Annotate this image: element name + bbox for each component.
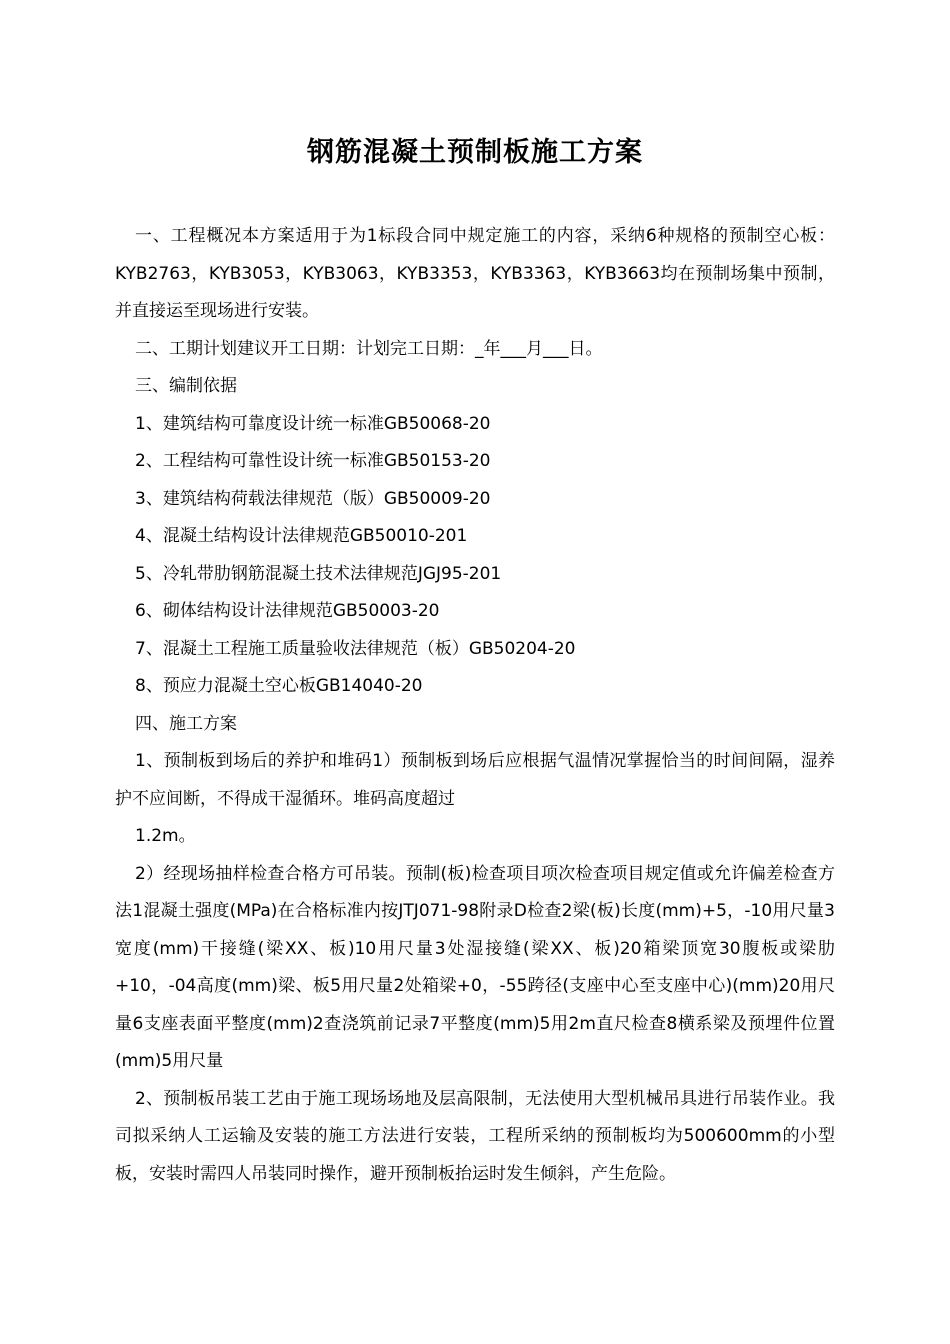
- basis-item-6: 6、砌体结构设计法律规范GB50003-20: [135, 601, 440, 621]
- basis-item-3: 3、建筑结构荷载法律规范（版）GB50009-20: [135, 488, 491, 509]
- plan-hoisting-paragraph: 2、预制板吊装工艺由于施工现场场地及层高限制，无法使用大型机械吊具进行吊装作业。我司拟采纳人工运输及安装的施工方法进行安装，工程所采纳的预制板均为500600mm的小型板，安装时需四人吊装同时操作，避开预制板抬运时发生倾斜，产生危险。: [115, 1088, 835, 1184]
- basis-item-2: 2、工程结构可靠性设计统一标准GB50153-20: [135, 451, 491, 471]
- document-body: [115, 218, 835, 1193]
- basis-item-1: 1、建筑结构可靠度设计统一标准GB50068-20: [135, 413, 491, 434]
- basis-item-8: 8、预应力混凝土空心板GB14040-20: [135, 676, 423, 696]
- section-basis-heading: 三、编制依据: [135, 376, 237, 396]
- section-overview-paragraph: 一、工程概况本方案适用于为1标段合同中规定施工的内容，采纳6种规格的预制空心板：KYB2763，KYB3053，KYB3063，KYB3353，KYB3363，KYB3663均在预制场集中预制，并直接运至现场进行安装。: [115, 226, 835, 321]
- basis-item-7: 7、混凝土工程施工质量验收法律规范（板）GB50204-20: [135, 638, 576, 659]
- section-schedule-paragraph: 二、工期计划建议开工日期：计划完工日期：_年___月___日。: [135, 338, 603, 359]
- basis-item-5: 5、冷轧带肋钢筋混凝土技术法律规范JGJ95-201: [135, 563, 502, 584]
- plan-curing-paragraph: 1、预制板到场后的养护和堆码1）预制板到场后应根据气温情况掌握恰当的时间间隔，湿养护不应间断，不得成干湿循环。堆码高度超过: [115, 751, 835, 809]
- basis-item-4: 4、混凝土结构设计法律规范GB50010-201: [135, 526, 468, 546]
- section-plan-heading: 四、施工方案: [135, 713, 237, 734]
- plan-curing-height-line: 1.2m。: [135, 826, 196, 846]
- plan-inspection-paragraph: 2）经现场抽样检查合格方可吊装。预制(板)检查项目项次检查项目规定值或允许偏差检查方法1混凝土强度(MPa)在合格标准内按JTJ071-98附录D检查2梁(板)长度(mm)+5，-10用尺量3宽度(mm)干接缝(梁XX、板)10用尺量3处湿接缝(梁XX、板)20箱梁顶宽30腹板或梁肋+10，-04高度(mm)梁、板5用尺量2处箱梁+0，-55跨径(支座中心至支座中心)(mm)20用尺量6支座表面平整度(mm)2查浇筑前记录7平整度(mm)5用2m直尺检查8横系梁及预埋件位置(mm)5用尺量: [115, 863, 835, 1071]
- document-title: 钢筋混凝土预制板施工方案: [307, 137, 643, 168]
